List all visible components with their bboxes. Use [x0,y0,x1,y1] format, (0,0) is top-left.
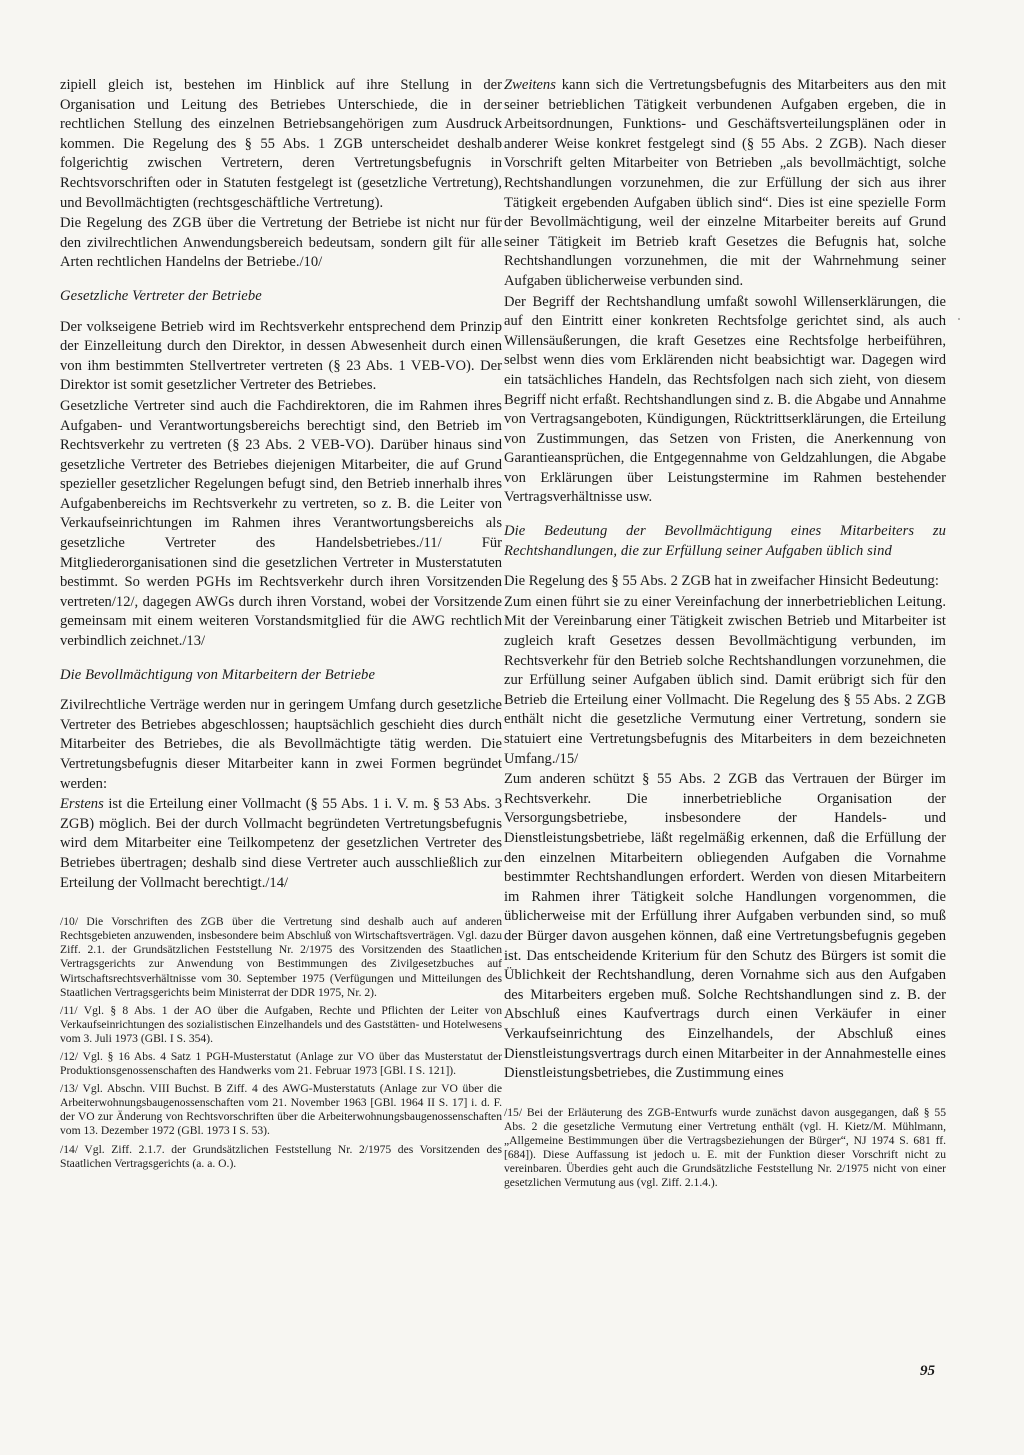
paragraph: Zum einen führt sie zu einer Vereinfachung der innerbetrieblichen Leitung. Mit der Vereinbarung einer Tätigkeit zwischen Betrieb und Mitarbeiter ist zugleich kraft Gesetzes dessen Bevollmächtigung verbunden, im Rechtsverkehr für den Betrieb solche Rechtshandlungen vorzunehmen, die zur Erfüllung seiner Aufgaben üblich sind. Damit erübrigt sich für den Betrieb die Erteilung einer Vollmacht. Die Regelung des § 55 Abs. 2 ZGB enthält nicht die gesetzliche Vermutung einer Vertretung, sondern sie statuiert eine Vertretungsbefugnis des Mitarbeiters in dem bezeichneten Umfang./15/ [504,593,946,767]
paragraph: Die Regelung des ZGB über die Vertretung der Betriebe ist nicht nur für den zivilrechtlichen Anwendungsbereich bedeutsam, sondern gilt für alle Arten rechtlichen Handelns der Betriebe./10/ [60,215,502,271]
footnote: /10/ Die Vorschriften des ZGB über die Vertretung sind deshalb auch auf anderen Rechtsgebieten anzuwenden, insbesondere beim Abschluß von Wirtschaftsverträgen. Vgl. dazu Ziff. 2.1. der Grundsätzlichen Feststellung Nr. 2/1975 des Vorsitzenden des Staatlichen Vertragsgerichts zur Anwendung von Bestimmungen des Zivilgesetzbuches auf Wirtschaftsrechtsverhältnisse vom 30. September 1975 (Verfügungen und Mitteilungen des Staatlichen Vertragsgerichts beim Ministerrat der DDR 1975, Nr. 2). [60,915,502,999]
paragraph: Der Begriff der Rechtshandlung umfaßt sowohl Willenserklärungen, die auf den Eintritt einer konkreten Rechtsfolge gerichtet sind, als auch Willensäußerungen, die kraft Gesetzes eine Rechtsfolge herbeiführen, selbst wenn dies vom Erklärenden nicht beabsichtigt war. Dagegen wird ein tatsächliches Handeln, das Rechtsfolgen nach sich zieht, von diesem Begriff nicht erfaßt. Rechtshandlungen sind z. B. die Abgabe und Annahme von Vertragsangeboten, Kündigungen, Rücktrittserklärungen, die Erteilung von Zustimmungen, das Setzen von Fristen, die Anerkennung von Garantieansprüchen, die Entgegennahme von Geldzahlungen, die Abgabe von Erklärungen über Leistungstermine im Rahmen bestehender Vertragsverhältnisse usw. [504,293,946,506]
paragraph: Zivilrechtliche Verträge werden nur in geringem Umfang durch gesetzliche Vertreter des Betriebes abgeschlossen; hauptsächlich geschieht dies durch Mitarbeiter des Betriebes, die als Bevollmächtigte tätig werden. Die Vertretungsbefugnis dieser Mitarbeiter kann in zwei Formen begründet werden: [60,697,502,792]
footnote: /11/ Vgl. § 8 Abs. 1 der AO über die Aufgaben, Rechte und Pflichten der Leiter von Verkaufseinrichtungen des sozialistischen Einzelhandels und des Gaststätten- und Hotelwesens vom 3. Juli 1973 (GBl. I S. 354). [60,1003,502,1045]
footnotes-left [60,915,502,1171]
page-number: 95 [920,1363,935,1379]
section-heading: Die Bedeutung der Bevollmächtigung eines Mitarbeiters zu Rechtshandlungen, die zur Erfüllung seiner Aufgaben üblich sind [504,523,946,559]
paragraph-text: kann sich die Vertretungsbefugnis des Mitarbeiters aus den mit seiner betrieblichen Tätigkeit verbundenen Aufgaben ergeben, die in Arbeitsordnungen, Funktions- und Geschäftsverteilungsplänen oder in anderer Weise konkret festgelegt sind (§ 55 Abs. 2 ZGB). Nach dieser Vorschrift gelten Mitarbeiter von Betrieben „als bevollmächtigt, solche Rechtshandlungen vorzunehmen, die zur Erfüllung der sich aus ihrer Tätigkeit ergebenden Aufgaben üblich sind“. Dies ist eine spezielle Form der Bevollmächtigung, weil der einzelne Mitarbeiter bereits auf Grund seiner Tätigkeit im Betrieb kraft Gesetzes die Befugnis hat, solche Rechtshandlungen vorzunehmen, die mit der Wahrnehmung seiner Aufgaben üblicherweise verbunden sind. [504,77,946,289]
left-column [60,76,502,1175]
scan-speck [958,318,960,320]
right-main-text [504,76,946,1084]
emphasis-lead: Erstens [60,796,104,813]
footnote: /12/ Vgl. § 16 Abs. 4 Satz 1 PGH-Musterstatut (Anlage zur VO über das Musterstatut der Produktionsgenossenschaften des Handwerks vom 21. Februar 1973 [GBl. I S. 121]). [60,1050,502,1078]
paragraph: Die Regelung des § 55 Abs. 2 ZGB hat in zweifacher Hinsicht Bedeutung: [504,573,939,590]
left-main-text [60,76,502,893]
footnotes-right [504,1106,946,1191]
section-heading: Die Bevollmächtigung von Mitarbeitern der Betriebe [60,666,376,683]
right-column [504,76,946,1194]
paragraph: Gesetzliche Vertreter sind auch die Fachdirektoren, die im Rahmen ihres Aufgaben- und Verantwortungsbereichs berechtigt sind, den Betrieb im Rechtsverkehr zu vertreten (§ 23 Abs. 2 VEB-VO). Darüber hinaus sind gesetzliche Vertreter des Betriebes diejenigen Mitarbeiter, die auf Grund spezieller gesetzlicher Regelungen befugt sind, den Betrieb innerhalb ihres Aufgabenbereichs im Rechtsverkehr zu vertreten, so z. B. die Leiter von Verkaufseinrichtungen im Rahmen ihres Verantwortungsbereichs als gesetzliche Vertreter des Handelsbetriebes./11/ Für Mitgliederorganisationen sind die gesetzlichen Vertreter in Musterstatuten bestimmt. So werden PGHs im Rechtsverkehr durch ihren Vorsitzenden vertreten/12/, dagegen AWGs durch ihren Vorstand, wobei der Vorsitzende gemeinsam mit einem weiteren Vorstandsmitglied für die AWG rechtlich verbindlich zeichnet./13/ [60,397,502,650]
paragraph [60,795,502,893]
section-heading: Gesetzliche Vertreter der Betriebe [60,287,262,304]
emphasis-lead: Zweitens [504,77,556,93]
paragraph: zipiell gleich ist, bestehen im Hinblick auf ihre Stellung in der Organisation und Leitung des Betriebes Unterschiede, die in der rechtlichen Stellung des einzelnen Betriebsangehörigen zum Ausdruck kommen. Die Regelung des § 55 Abs. 1 ZGB unterscheidet deshalb folgerichtig zwischen Vertretern, deren Vertretungsbefugnis in Rechtsvorschriften oder in Statuten festgelegt ist (gesetzliche Vertretung), und Bevollmächtigten (rechtsgeschäftliche Vertretung). [60,77,502,211]
footnote: /14/ Vgl. Ziff. 2.1.7. der Grundsätzlichen Feststellung Nr. 2/1975 des Vorsitzenden des Staatlichen Vertragsgerichts (a. a. O.). [60,1142,502,1170]
footnote: /15/ Bei der Erläuterung des ZGB-Entwurfs wurde zunächst davon ausgegangen, daß § 55 Abs. 2 die gesetzliche Vermutung einer Vertretung enthält (vgl. H. Kietz/M. Mühlmann, „Allgemeine Bestimmungen über die Vertragsbeziehungen der Bürger“, NJ 1974 S. 681 ff. [684]). Diese Auffassung ist jedoch u. E. mit der Funktion dieser Vorschrift nicht zu vereinbaren. Überdies geht auch die Grundsätzliche Feststellung Nr. 2/1975 nicht von einer gesetzlichen Vermutung aus (vgl. Ziff. 2.1.4.). [504,1105,946,1190]
paragraph [504,76,946,292]
paragraph-text: ist die Erteilung einer Vollmacht (§ 55 Abs. 1 i. V. m. § 53 Abs. 3 ZGB) möglich. Bei der durch Vollmacht begründeten Vertretungsbefugnis wird dem Mitarbeiter eine Teilkompetenz der gesetzlichen Vertreter des Betriebes übertragen; deshalb sind diese Vertreter auch ausschließlich zur Erteilung der Vollmacht berechtigt./14/ [60,796,502,891]
paragraph: Der volkseigene Betrieb wird im Rechtsverkehr entsprechend dem Prinzip der Einzelleitung durch den Direktor, in dessen Abwesenheit durch einen von ihm bestimmten Stellvertreter vertreten (§ 23 Abs. 1 VEB-VO). Der Direktor ist somit gesetzlicher Vertreter des Betriebes. [60,318,502,394]
paragraph: Zum anderen schützt § 55 Abs. 2 ZGB das Vertrauen der Bürger im Rechtsverkehr. Die innerbetriebliche Organisation der Versorgungsbetriebe, insbesondere der Handels- und Dienstleistungsbetriebe, läßt regelmäßig erkennen, daß die Erfüllung der den einzelnen Mitarbeitern obliegenden Aufgaben die Vornahme bestimmter Rechtshandlungen erfordert. Werden von diesen Mitarbeitern im Rahmen ihrer Tätigkeit solche Handlungen vorgenommen, die üblicherweise mit der Erfüllung ihrer Aufgaben verbunden sind, so muß der Bürger davon ausgehen können, daß eine Vertretungsbefugnis gegeben ist. Das entscheidende Kriterium für den Schutz des Bürgers ist somit die Üblichkeit der Rechtshandlung, deren Vornahme sich aus den Aufgaben des Mitarbeiters ergeben muß. Solche Rechtshandlungen sind z. B. der Abschluß eines Kaufvertrags durch einen Verkäufer in einer Verkaufseinrichtung des Einzelhandels, der Abschluß eines Dienstleistungsvertrags durch einen Mitarbeiter in der Annahmestelle eines Dienstleistungsbetriebes, die Zustimmung eines [504,771,946,1082]
footnote: /13/ Vgl. Abschn. VIII Buchst. B Ziff. 4 des AWG-Musterstatuts (Anlage zur VO über die Arbeiterwohnungsbaugenossenschaften vom 21. November 1963 [GBl. 1964 II S. 17] i. d. F. der VO zur Änderung von Rechtsvorschriften über die Arbeiterwohnungsbaugenossenschaften vom 13. Dezember 1972 (GBl. 1973 I S. 53). [60,1082,502,1138]
